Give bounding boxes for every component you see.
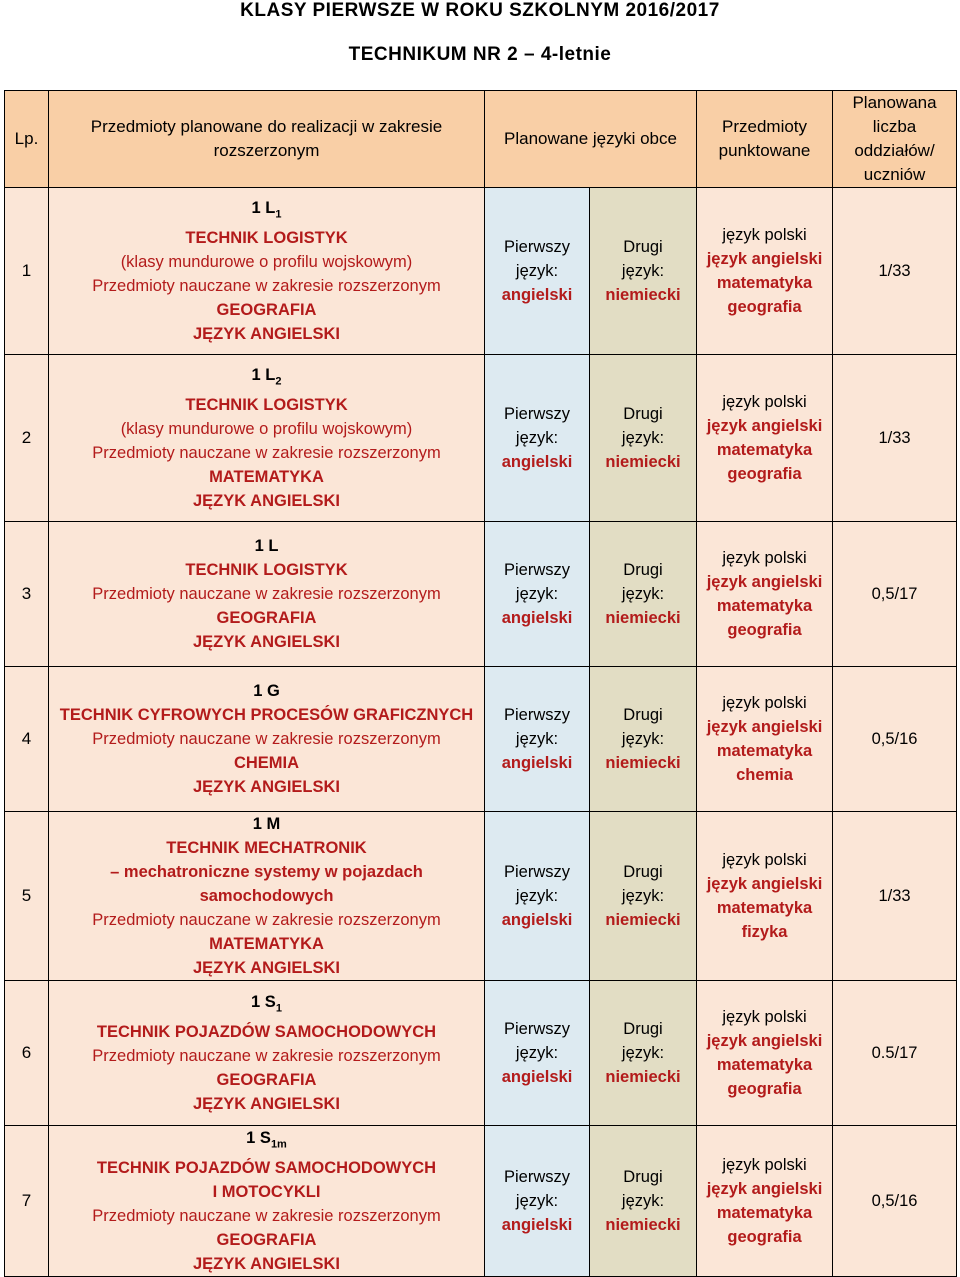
second-language-value: niemiecki xyxy=(605,1216,681,1235)
extended-subject-2: JĘZYK ANGIELSKI xyxy=(193,1095,340,1114)
table-row xyxy=(5,667,957,812)
second-language-cell xyxy=(590,355,697,522)
second-language-value: niemiecki xyxy=(605,911,681,929)
second-language-value: niemiecki xyxy=(605,754,681,772)
class-code xyxy=(49,812,484,836)
scored-subjects-cell xyxy=(697,1126,833,1277)
header-scored-subjects: Przedmioty punktowane xyxy=(697,91,833,188)
first-language-cell xyxy=(485,667,590,812)
class-description xyxy=(49,1126,485,1277)
extended-subject-2: JĘZYK ANGIELSKI xyxy=(193,959,340,977)
scored-subject-4: geografia xyxy=(727,298,802,316)
first-language-label: Pierwszy xyxy=(503,1168,570,1187)
extended-subject-2: JĘZYK ANGIELSKI xyxy=(193,1255,340,1274)
second-language-cell xyxy=(590,667,697,812)
first-language-label: Pierwszy xyxy=(503,561,570,579)
second-language-cell xyxy=(590,812,697,981)
extended-subjects-label: Przedmioty nauczane w zakresie rozszerzonym xyxy=(92,444,441,463)
extended-subjects-label: Przedmioty nauczane w zakresie rozszerzonym xyxy=(92,1047,441,1066)
scored-subjects-cell xyxy=(697,812,833,981)
first-language-label: Pierwszy xyxy=(503,1020,570,1038)
row-number: 5 xyxy=(5,812,49,981)
class-code-subscript: 1 xyxy=(275,1002,282,1015)
table-row xyxy=(5,981,957,1126)
first-language-word: język: xyxy=(515,730,559,748)
table-row xyxy=(5,188,957,355)
extended-subjects-label: Przedmioty nauczane w zakresie rozszerzonym xyxy=(92,730,441,748)
class-code xyxy=(49,363,484,393)
second-language-value: niemiecki xyxy=(605,1068,681,1086)
scored-subject-2: język angielski xyxy=(706,573,823,591)
profession-name: TECHNIK LOGISTYK xyxy=(185,561,348,579)
scored-subject-2: język angielski xyxy=(706,1180,823,1199)
class-description xyxy=(49,981,485,1126)
second-language-label: Drugi xyxy=(623,706,663,724)
scored-subject-3: matematyka xyxy=(716,441,813,459)
second-language-cell xyxy=(590,981,697,1126)
profession-name: TECHNIK POJAZDÓW SAMOCHODOWYCH xyxy=(96,1159,437,1178)
second-language-value: niemiecki xyxy=(605,609,681,627)
planned-count: 0,5/16 xyxy=(833,1126,957,1277)
class-description xyxy=(49,188,485,355)
table-row xyxy=(5,1126,957,1277)
classes-table xyxy=(4,90,957,1277)
class-code xyxy=(49,679,484,703)
scored-subject-1: język polski xyxy=(722,1008,807,1026)
planned-count: 1/33 xyxy=(833,355,957,522)
row-number: 2 xyxy=(5,355,49,522)
first-language-label: Pierwszy xyxy=(503,238,570,256)
first-language-cell xyxy=(485,1126,590,1277)
scored-subject-4: fizyka xyxy=(741,923,788,941)
class-description xyxy=(49,355,485,522)
second-language-label: Drugi xyxy=(623,1020,663,1038)
second-language-word: język: xyxy=(621,887,665,905)
extended-subject-1: GEOGRAFIA xyxy=(216,1071,317,1090)
first-language-word: język: xyxy=(515,429,559,447)
row-number: 6 xyxy=(5,981,49,1126)
profile-note: (klasy mundurowe o profilu wojskowym) xyxy=(120,420,413,439)
first-language-cell xyxy=(485,355,590,522)
second-language-word: język: xyxy=(621,1192,665,1211)
class-description xyxy=(49,812,485,981)
extended-subject-2: JĘZYK ANGIELSKI xyxy=(193,325,340,344)
specialization-line: – mechatroniczne systemy w pojazdach xyxy=(110,863,423,881)
row-number: 1 xyxy=(5,188,49,355)
header-subjects: Przedmioty planowane do realizacji w zakresie rozszerzonym xyxy=(49,91,485,188)
profession-name: TECHNIK LOGISTYK xyxy=(185,396,348,415)
table-header-row xyxy=(5,91,957,188)
class-code xyxy=(49,534,484,558)
class-description xyxy=(49,522,485,667)
scored-subject-3: matematyka xyxy=(716,742,813,760)
first-language-word: język: xyxy=(515,887,559,905)
second-language-cell xyxy=(590,522,697,667)
scored-subject-4: chemia xyxy=(736,766,793,784)
table-row xyxy=(5,522,957,667)
first-language-label: Pierwszy xyxy=(503,706,570,724)
first-language-value: angielski xyxy=(501,453,573,471)
profession-name-continued: I MOTOCYKLI xyxy=(212,1183,321,1202)
first-language-value: angielski xyxy=(501,286,573,304)
class-code-text: 1 S xyxy=(246,1129,271,1147)
extended-subject-2: JĘZYK ANGIELSKI xyxy=(193,633,340,651)
planned-count: 0,5/16 xyxy=(833,667,957,812)
scored-subjects-cell xyxy=(697,667,833,812)
second-language-label: Drugi xyxy=(623,405,663,423)
planned-count: 1/33 xyxy=(833,188,957,355)
profession-name: TECHNIK POJAZDÓW SAMOCHODOWYCH xyxy=(96,1023,437,1042)
planned-count: 0.5/17 xyxy=(833,981,957,1126)
second-language-word: język: xyxy=(621,585,665,603)
first-language-value: angielski xyxy=(501,1216,573,1235)
extended-subject-1: GEOGRAFIA xyxy=(216,609,317,627)
class-code-text: 1 G xyxy=(253,682,280,700)
class-code-text: 1 S xyxy=(251,992,276,1011)
second-language-label: Drugi xyxy=(623,863,663,881)
scored-subjects-cell xyxy=(697,981,833,1126)
class-code-text: 1 L xyxy=(254,537,279,555)
class-code-text: 1 L xyxy=(251,365,276,384)
second-language-cell xyxy=(590,1126,697,1277)
scored-subject-2: język angielski xyxy=(706,718,823,736)
header-languages: Planowane języki obce xyxy=(485,91,697,188)
specialization-line-continued: samochodowych xyxy=(199,887,334,905)
scored-subject-3: matematyka xyxy=(716,1204,813,1223)
scored-subject-2: język angielski xyxy=(706,417,823,435)
first-language-cell xyxy=(485,188,590,355)
header-lp: Lp. xyxy=(5,91,49,188)
table-row xyxy=(5,355,957,522)
planned-count: 1/33 xyxy=(833,812,957,981)
row-number: 7 xyxy=(5,1126,49,1277)
scored-subject-1: język polski xyxy=(722,694,807,712)
class-code xyxy=(49,1126,484,1156)
document-subtitle: TECHNIKUM NR 2 – 4-letnie xyxy=(348,44,612,65)
first-language-word: język: xyxy=(515,1192,559,1211)
first-language-word: język: xyxy=(515,585,559,603)
row-number: 4 xyxy=(5,667,49,812)
header-planned-count: Planowana liczba oddziałów/ uczniów xyxy=(833,91,957,188)
extended-subject-1: MATEMATYKA xyxy=(209,468,324,487)
class-code-text: 1 L xyxy=(251,198,276,217)
scored-subject-4: geografia xyxy=(727,1228,802,1247)
document-title: KLASY PIERWSZE W ROKU SZKOLNYM 2016/2017 xyxy=(240,0,720,21)
scored-subject-3: matematyka xyxy=(716,1056,813,1074)
second-language-word: język: xyxy=(621,730,665,748)
second-language-word: język: xyxy=(621,1044,665,1062)
scored-subject-1: język polski xyxy=(722,851,807,869)
first-language-value: angielski xyxy=(501,1068,573,1086)
second-language-word: język: xyxy=(621,429,665,447)
class-code-text: 1 M xyxy=(252,815,281,833)
extended-subjects-label: Przedmioty nauczane w zakresie rozszerzonym xyxy=(92,585,441,603)
class-code-subscript: 2 xyxy=(275,375,282,388)
first-language-label: Pierwszy xyxy=(503,863,570,881)
extended-subject-2: JĘZYK ANGIELSKI xyxy=(193,492,340,511)
scored-subjects-cell xyxy=(697,355,833,522)
second-language-cell xyxy=(590,188,697,355)
extended-subjects-label: Przedmioty nauczane w zakresie rozszerzonym xyxy=(92,1207,441,1226)
scored-subject-4: geografia xyxy=(727,1080,802,1098)
scored-subject-3: matematyka xyxy=(716,899,813,917)
extended-subjects-label: Przedmioty nauczane w zakresie rozszerzonym xyxy=(92,277,441,296)
class-code xyxy=(49,990,484,1020)
second-language-label: Drugi xyxy=(623,238,663,256)
profession-name: TECHNIK LOGISTYK xyxy=(185,229,348,248)
extended-subject-1: MATEMATYKA xyxy=(209,935,324,953)
scored-subject-1: język polski xyxy=(722,393,807,411)
extended-subjects-label: Przedmioty nauczane w zakresie rozszerzonym xyxy=(92,911,441,929)
second-language-value: niemiecki xyxy=(605,286,681,304)
scored-subject-2: język angielski xyxy=(706,875,823,893)
table-row xyxy=(5,812,957,981)
second-language-value: niemiecki xyxy=(605,453,681,471)
scored-subject-1: język polski xyxy=(722,1156,807,1175)
scored-subject-3: matematyka xyxy=(716,274,813,292)
scored-subjects-cell xyxy=(697,188,833,355)
scored-subject-1: język polski xyxy=(722,549,807,567)
second-language-label: Drugi xyxy=(623,1168,663,1187)
scored-subject-2: język angielski xyxy=(706,250,823,268)
profession-name: TECHNIK MECHATRONIK xyxy=(166,839,367,857)
extended-subject-1: GEOGRAFIA xyxy=(216,1231,317,1250)
extended-subject-1: CHEMIA xyxy=(233,754,300,772)
first-language-cell xyxy=(485,981,590,1126)
extended-subject-2: JĘZYK ANGIELSKI xyxy=(193,778,340,796)
profile-note: (klasy mundurowe o profilu wojskowym) xyxy=(120,253,413,272)
planned-count: 0,5/17 xyxy=(833,522,957,667)
first-language-label: Pierwszy xyxy=(503,405,570,423)
scored-subjects-cell xyxy=(697,522,833,667)
first-language-value: angielski xyxy=(501,609,573,627)
first-language-word: język: xyxy=(515,262,559,280)
scored-subject-4: geografia xyxy=(727,621,802,639)
class-code-subscript: 1 xyxy=(275,208,282,221)
first-language-value: angielski xyxy=(501,754,573,772)
row-number: 3 xyxy=(5,522,49,667)
class-code xyxy=(49,196,484,226)
scored-subject-2: język angielski xyxy=(706,1032,823,1050)
first-language-cell xyxy=(485,812,590,981)
extended-subject-1: GEOGRAFIA xyxy=(216,301,317,320)
first-language-value: angielski xyxy=(501,911,573,929)
second-language-label: Drugi xyxy=(623,561,663,579)
second-language-word: język: xyxy=(621,262,665,280)
scored-subject-1: język polski xyxy=(722,226,807,244)
scored-subject-3: matematyka xyxy=(716,597,813,615)
profession-name: TECHNIK CYFROWYCH PROCESÓW GRAFICZNYCH xyxy=(59,706,474,724)
first-language-word: język: xyxy=(515,1044,559,1062)
first-language-cell xyxy=(485,522,590,667)
class-description xyxy=(49,667,485,812)
scored-subject-4: geografia xyxy=(727,465,802,483)
class-code-subscript: 1m xyxy=(270,1138,287,1151)
